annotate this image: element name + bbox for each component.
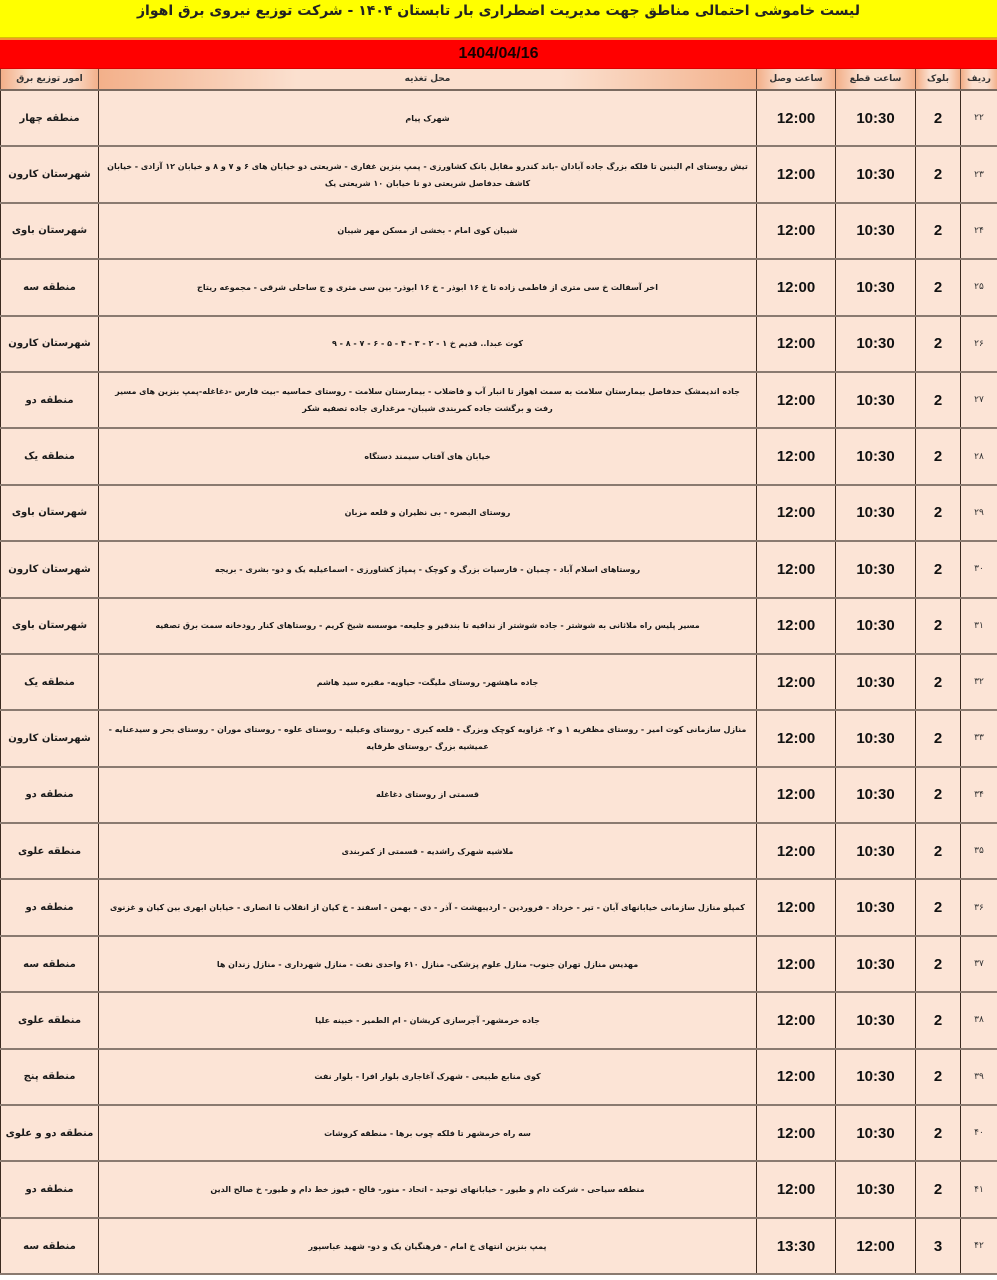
row-number: ۴۰ xyxy=(961,1105,997,1161)
table-row xyxy=(1,90,997,146)
row-number: ۲۹ xyxy=(961,485,997,541)
connect-time: 12:00 xyxy=(757,316,836,372)
row-number: ۳۶ xyxy=(961,879,997,935)
feed-area: جاده ماهشهر- روستای ملیگت- حیاویه- مقبره سید هاشم xyxy=(99,654,757,710)
cut-time: 10:30 xyxy=(836,259,916,315)
row-number: ۴۱ xyxy=(961,1161,997,1217)
block-number: 2 xyxy=(916,541,961,597)
feed-area: کوت عبدا.. قدیم خ ۱ - ۲ - ۳ - ۴ - ۵ - ۶ - ۷ - ۸ - ۹ xyxy=(99,316,757,372)
distribution-department: منطقه علوی xyxy=(1,823,99,879)
table-row xyxy=(1,823,997,879)
cut-time: 10:30 xyxy=(836,992,916,1048)
row-number: ۳۹ xyxy=(961,1049,997,1105)
col-header-connect-time: ساعت وصل xyxy=(757,69,836,90)
distribution-department: منطقه دو xyxy=(1,879,99,935)
cut-time: 10:30 xyxy=(836,710,916,766)
outage-table xyxy=(0,69,997,1275)
feed-area: قسمتی از روستای دغاغله xyxy=(99,767,757,823)
row-number: ۳۷ xyxy=(961,936,997,992)
table-header-row xyxy=(1,69,997,90)
distribution-department: شهرستان کارون xyxy=(1,316,99,372)
block-number: 2 xyxy=(916,259,961,315)
block-number: 2 xyxy=(916,654,961,710)
feed-area: منطقه سیاحی - شرکت دام و طیور - خیابانهای توحید - اتحاد - منور- فالح - فیوز خط دام و طیور- خ صالح الدین xyxy=(99,1161,757,1217)
table-row xyxy=(1,879,997,935)
connect-time: 12:00 xyxy=(757,372,836,428)
col-header-row-number: ردیف xyxy=(961,69,997,90)
feed-area: ملاشیه شهرک راشدیه - قسمتی از کمربندی xyxy=(99,823,757,879)
feed-area: جاده اندیمشک حدفاصل بیمارستان سلامت به سمت اهواز تا انبار آب و فاضلاب - بیمارستان سلامت - روستای خماسیه -بیت فارس -دغاغله-پمپ بنزین های مسیر رفت و برگشت جاده کمربندی شیبان- مرغداری جاده تصفیه شکر xyxy=(99,372,757,428)
feed-area: روستاهای اسلام آباد - چمیان - فارسیات بزرگ و کوچک - پمپاژ کشاورزی - اسماعیلیه یک و دو- بشری - بریجه xyxy=(99,541,757,597)
table-row xyxy=(1,598,997,654)
page-title: لیست خاموشی احتمالی مناطق جهت مدیریت اضطراری بار تابستان ۱۴۰۴ - شرکت توزیع نیروی برق اهواز xyxy=(137,3,861,19)
distribution-department: منطقه پنج xyxy=(1,1049,99,1105)
table-row xyxy=(1,1049,997,1105)
connect-time: 12:00 xyxy=(757,598,836,654)
block-number: 2 xyxy=(916,1161,961,1217)
feed-area: شیبان کوی امام - بخشی از مسکن مهر شیبان xyxy=(99,203,757,259)
table-row xyxy=(1,710,997,766)
cut-time: 10:30 xyxy=(836,1161,916,1217)
table-row xyxy=(1,316,997,372)
distribution-department: شهرستان کارون xyxy=(1,710,99,766)
row-number: ۲۷ xyxy=(961,372,997,428)
table-row xyxy=(1,259,997,315)
row-number: ۳۳ xyxy=(961,710,997,766)
distribution-department: شهرستان باوی xyxy=(1,485,99,541)
connect-time: 12:00 xyxy=(757,654,836,710)
col-header-department: امور توزیع برق xyxy=(1,69,99,90)
cut-time: 10:30 xyxy=(836,203,916,259)
block-number: 2 xyxy=(916,936,961,992)
row-number: ۴۲ xyxy=(961,1218,997,1274)
connect-time: 12:00 xyxy=(757,485,836,541)
connect-time: 12:00 xyxy=(757,90,836,146)
connect-time: 12:00 xyxy=(757,1105,836,1161)
block-number: 2 xyxy=(916,316,961,372)
feed-area: سه راه خرمشهر تا فلکه چوب برها - منطقه کروشات xyxy=(99,1105,757,1161)
table-row xyxy=(1,485,997,541)
distribution-department: شهرستان باوی xyxy=(1,203,99,259)
connect-time: 12:00 xyxy=(757,146,836,202)
distribution-department: منطقه سه xyxy=(1,259,99,315)
cut-time: 10:30 xyxy=(836,654,916,710)
row-number: ۳۲ xyxy=(961,654,997,710)
feed-area: جاده خرمشهر- آجرسازی کریشان - ام الطمیر - خبینه علیا xyxy=(99,992,757,1048)
feed-area: مهدیس منازل تهران جنوب- منازل علوم پزشکی- منازل ۶۱۰ واحدی نفت - منازل شهرداری - منازل زندان ها xyxy=(99,936,757,992)
row-number: ۳۴ xyxy=(961,767,997,823)
distribution-department: منطقه دو و علوی xyxy=(1,1105,99,1161)
cut-time: 10:30 xyxy=(836,1105,916,1161)
cut-time: 10:30 xyxy=(836,146,916,202)
distribution-department: منطقه چهار xyxy=(1,90,99,146)
row-number: ۳۰ xyxy=(961,541,997,597)
table-row xyxy=(1,428,997,484)
distribution-department: منطقه علوی xyxy=(1,992,99,1048)
table-row xyxy=(1,654,997,710)
cut-time: 10:30 xyxy=(836,598,916,654)
table-row xyxy=(1,1218,997,1274)
block-number: 2 xyxy=(916,485,961,541)
row-number: ۳۱ xyxy=(961,598,997,654)
connect-time: 12:00 xyxy=(757,541,836,597)
distribution-department: منطقه یک xyxy=(1,654,99,710)
cut-time: 10:30 xyxy=(836,823,916,879)
cut-time: 10:30 xyxy=(836,1049,916,1105)
table-row xyxy=(1,146,997,202)
connect-time: 12:00 xyxy=(757,428,836,484)
cut-time: 10:30 xyxy=(836,541,916,597)
col-header-cut-time: ساعت قطع xyxy=(836,69,916,90)
connect-time: 12:00 xyxy=(757,259,836,315)
connect-time: 12:00 xyxy=(757,1161,836,1217)
table-row xyxy=(1,1161,997,1217)
feed-area: کمپلو منازل سازمانی خیابانهای آبان - تیر - خرداد - فروردین - اردیبهشت - آذر - دی - بهمن - اسفند - خ کیان از انقلاب تا انصاری - خیابان ابهری بین کیان و غزنوی xyxy=(99,879,757,935)
table-row xyxy=(1,1105,997,1161)
row-number: ۲۳ xyxy=(961,146,997,202)
block-number: 2 xyxy=(916,767,961,823)
cut-time: 10:30 xyxy=(836,936,916,992)
connect-time: 12:00 xyxy=(757,936,836,992)
feed-area: خیابان های آفتاب سیمند دستگاه xyxy=(99,428,757,484)
feed-area: اخر آسفالت خ سی متری از فاطمی زاده تا خ ۱۶ ابوذر - خ ۱۶ ابوذر- بین سی متری و ج ساحلی شرقی - مجموعه ریتاج xyxy=(99,259,757,315)
block-number: 2 xyxy=(916,598,961,654)
block-number: 2 xyxy=(916,428,961,484)
connect-time: 12:00 xyxy=(757,203,836,259)
block-number: 2 xyxy=(916,710,961,766)
feed-area: تیش روستای ام البنین تا فلکه بزرگ جاده آبادان -باند کندرو مقابل بانک کشاورزی - پمپ بنزین غفاری - شریعتی دو خیابان های ۶ و ۷ و ۸ و خیابان ۱۲ آزادی - خیابان کاشف حدفاصل شریعتی دو تا خیابان ۱۰ شریعتی یک xyxy=(99,146,757,202)
row-number: ۳۸ xyxy=(961,992,997,1048)
row-number: ۲۴ xyxy=(961,203,997,259)
table-row xyxy=(1,541,997,597)
distribution-department: منطقه دو xyxy=(1,767,99,823)
connect-time: 12:00 xyxy=(757,992,836,1048)
table-row xyxy=(1,767,997,823)
distribution-department: شهرستان کارون xyxy=(1,541,99,597)
feed-area: شهرک پیام xyxy=(99,90,757,146)
feed-area: پمپ بنزین انتهای خ امام - فرهنگیان یک و دو- شهید عباسپور xyxy=(99,1218,757,1274)
table-row xyxy=(1,372,997,428)
cut-time: 10:30 xyxy=(836,879,916,935)
row-number: ۲۵ xyxy=(961,259,997,315)
cut-time: 10:30 xyxy=(836,372,916,428)
connect-time: 12:00 xyxy=(757,1049,836,1105)
feed-area: منازل سازمانی کوت امیر - روستای مظفریه ۱ و ۲- غزاویه کوچک وبزرگ - قلعه کبری - روستای وعیلیه - روستای علوه - روستای موران - روستای بحر و سیدعنایه - عمیشیه بزرگ -روستای طرفایه xyxy=(99,710,757,766)
row-number: ۲۶ xyxy=(961,316,997,372)
distribution-department: منطقه سه xyxy=(1,1218,99,1274)
table-row xyxy=(1,992,997,1048)
distribution-department: شهرستان باوی xyxy=(1,598,99,654)
row-number: ۳۵ xyxy=(961,823,997,879)
connect-time: 12:00 xyxy=(757,767,836,823)
cut-time: 10:30 xyxy=(836,316,916,372)
block-number: 2 xyxy=(916,146,961,202)
block-number: 2 xyxy=(916,1105,961,1161)
block-number: 2 xyxy=(916,1049,961,1105)
feed-area: مسیر پلیس راه ملاثانی به شوشتر - جاده شوشتر از ندافیه تا بندقیر و جلیعه- موسسه شیخ کریم - روستاهای کنار رودخانه سمت برق تصفیه xyxy=(99,598,757,654)
connect-time: 13:30 xyxy=(757,1218,836,1274)
date-banner xyxy=(0,38,997,69)
row-number: ۲۸ xyxy=(961,428,997,484)
connect-time: 12:00 xyxy=(757,823,836,879)
cut-time: 10:30 xyxy=(836,428,916,484)
block-number: 2 xyxy=(916,992,961,1048)
cut-time: 12:00 xyxy=(836,1218,916,1274)
block-number: 2 xyxy=(916,90,961,146)
block-number: 3 xyxy=(916,1218,961,1274)
row-number: ۲۲ xyxy=(961,90,997,146)
cut-time: 10:30 xyxy=(836,485,916,541)
block-number: 2 xyxy=(916,372,961,428)
col-header-area: محل تغذیه xyxy=(99,69,757,90)
connect-time: 12:00 xyxy=(757,710,836,766)
distribution-department: منطقه دو xyxy=(1,1161,99,1217)
schedule-date: 1404/04/16 xyxy=(458,45,539,62)
cut-time: 10:30 xyxy=(836,767,916,823)
distribution-department: منطقه دو xyxy=(1,372,99,428)
feed-area: روستای البصره - بی نظیران و قلعه مزبان xyxy=(99,485,757,541)
title-banner xyxy=(0,0,997,38)
feed-area: کوی منابع طبیعی - شهرک آغاجاری بلوار افرا - بلوار نفت xyxy=(99,1049,757,1105)
col-header-block: بلوک xyxy=(916,69,961,90)
distribution-department: منطقه یک xyxy=(1,428,99,484)
table-row xyxy=(1,203,997,259)
distribution-department: شهرستان کارون xyxy=(1,146,99,202)
table-row xyxy=(1,936,997,992)
cut-time: 10:30 xyxy=(836,90,916,146)
block-number: 2 xyxy=(916,823,961,879)
distribution-department: منطقه سه xyxy=(1,936,99,992)
connect-time: 12:00 xyxy=(757,879,836,935)
block-number: 2 xyxy=(916,203,961,259)
block-number: 2 xyxy=(916,879,961,935)
